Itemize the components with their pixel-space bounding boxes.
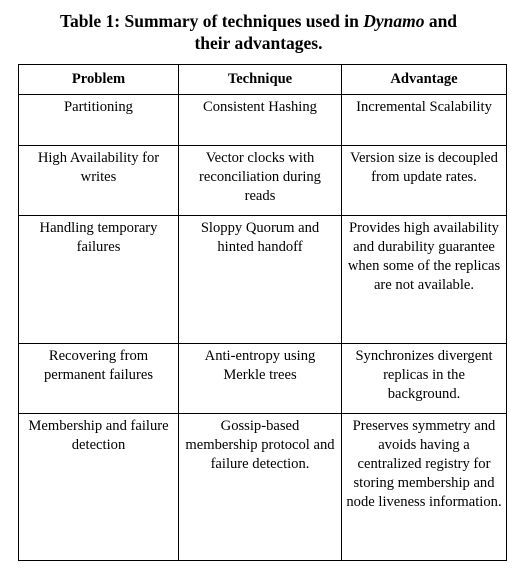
caption-suffix: and [424,11,458,31]
summary-table [18,64,507,561]
caption-prefix: Table 1: Summary of techniques used in [59,11,364,31]
caption-line-2: their advantages. [194,33,323,53]
cell-advantage: Provides high availability and durability guarantee when some of the replicas are not available. [342,216,507,344]
table-row [19,95,507,146]
cell-technique: Anti-entropy using Merkle trees [179,344,342,414]
cell-problem: Recovering from permanent failures [19,344,179,414]
header-advantage: Advantage [342,65,507,95]
caption-line-1 [0,10,517,32]
header-technique: Technique [179,65,342,95]
cell-technique: Sloppy Quorum and hinted handoff [179,216,342,344]
header-problem: Problem [19,65,179,95]
cell-technique: Vector clocks with reconciliation during reads [179,146,342,216]
cell-problem: Handling temporary failures [19,216,179,344]
table-row [19,414,507,561]
cell-advantage: Incremental Scalability [342,95,507,146]
caption-system-name: Dynamo [363,11,425,31]
table-row [19,344,507,414]
cell-problem: High Availability for writes [19,146,179,216]
cell-problem: Membership and failure detection [19,414,179,561]
header-row [19,65,507,95]
cell-technique: Gossip-based membership protocol and failure detection. [179,414,342,561]
table-caption [0,10,517,54]
cell-problem: Partitioning [19,95,179,146]
table-row [19,146,507,216]
cell-advantage: Preserves symmetry and avoids having a centralized registry for storing membership and node liveness information. [342,414,507,561]
cell-advantage: Version size is decoupled from update rates. [342,146,507,216]
cell-technique: Consistent Hashing [179,95,342,146]
table-row [19,216,507,344]
cell-advantage: Synchronizes divergent replicas in the background. [342,344,507,414]
